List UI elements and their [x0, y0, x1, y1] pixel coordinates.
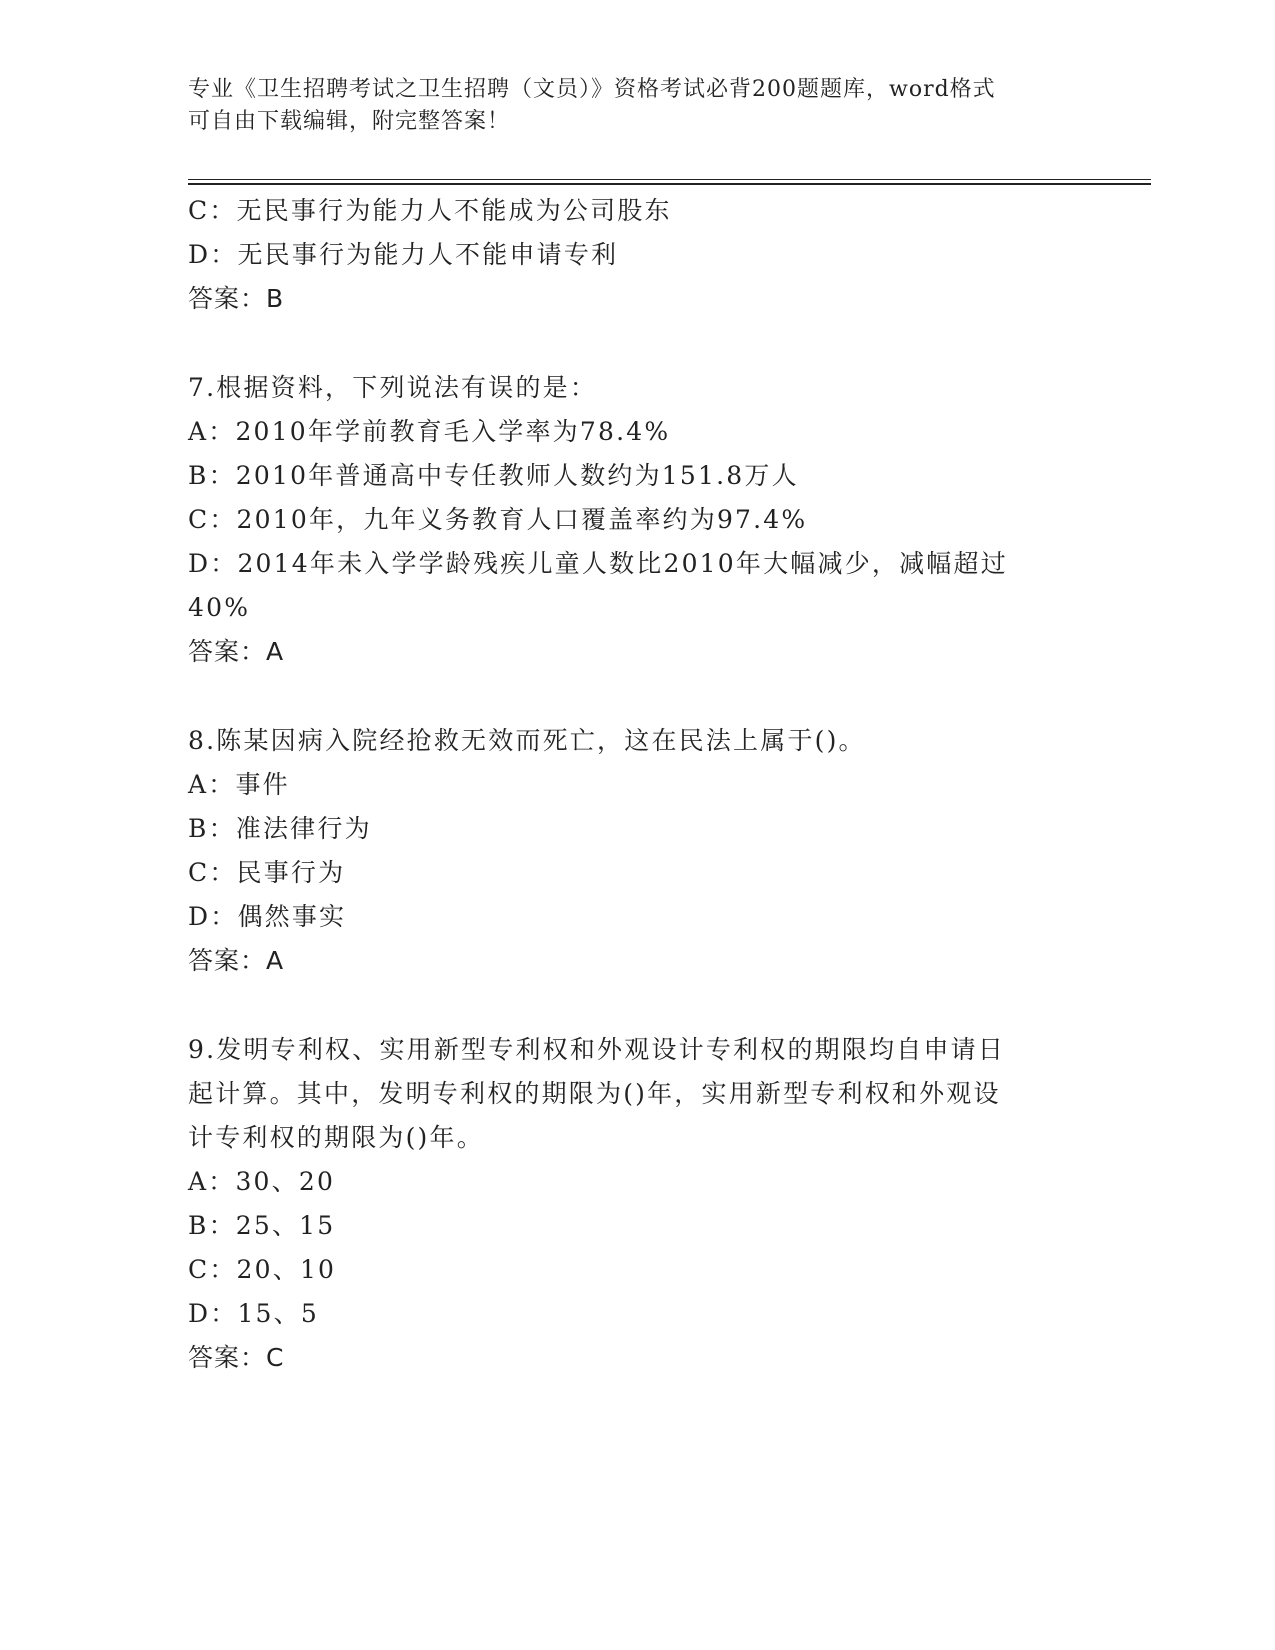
- q7-option-c: C：2010年，九年义务教育人口覆盖率约为97.4%: [188, 505, 808, 534]
- q6-option-c: C：无民事行为能力人不能成为公司股东: [188, 196, 672, 225]
- q7-option-d-line-2: 40%: [188, 593, 251, 622]
- q9-option-b: B：25、15: [188, 1211, 336, 1240]
- q6-option-d: D：无民事行为能力人不能申请专利: [188, 240, 619, 269]
- q9-stem-line-3: 计专利权的期限为()年。: [188, 1123, 484, 1152]
- q7-option-a: A：2010年学前教育毛入学率为78.4%: [188, 417, 671, 446]
- q9-option-a: A：30、20: [188, 1167, 336, 1196]
- document-header: [188, 74, 1068, 138]
- q8-option-c: C：民事行为: [188, 858, 346, 887]
- q7-option-d-line-1: D：2014年未入学学龄残疾儿童人数比2010年大幅减少，减幅超过: [188, 549, 1008, 578]
- q8-answer: 答案：A: [188, 946, 285, 975]
- q9-option-d: D：15、5: [188, 1299, 319, 1328]
- q9-stem-line-1: 9.发明专利权、实用新型专利权和外观设计专利权的期限均自申请日: [188, 1035, 1006, 1064]
- q8-option-b: B：准法律行为: [188, 814, 372, 843]
- q8-option-d: D：偶然事实: [188, 902, 347, 931]
- header-title-line-2: 可自由下载编辑，附完整答案！: [188, 109, 511, 134]
- q7-answer: 答案：A: [188, 637, 285, 666]
- q8-stem: 8.陈某因病入院经抢救无效而死亡，这在民法上属于()。: [188, 726, 866, 755]
- header-divider-thin: [188, 179, 1151, 180]
- header-title-line-1: 专业《卫生招聘考试之卫生招聘（文员）》资格考试必背200题题库，word格式: [188, 77, 996, 102]
- q9-option-c: C：20、10: [188, 1255, 337, 1284]
- q7-stem: 7.根据资料，下列说法有误的是：: [188, 373, 598, 402]
- q8-option-a: A：事件: [188, 770, 290, 799]
- q9-stem-line-2: 起计算。其中，发明专利权的期限为()年，实用新型专利权和外观设: [188, 1079, 1001, 1108]
- q9-answer: 答案：C: [188, 1343, 285, 1372]
- q6-answer: 答案：B: [188, 284, 285, 313]
- header-divider-thick: [188, 183, 1151, 185]
- q7-option-b: B：2010年普通高中专任教师人数约为151.8万人: [188, 461, 799, 490]
